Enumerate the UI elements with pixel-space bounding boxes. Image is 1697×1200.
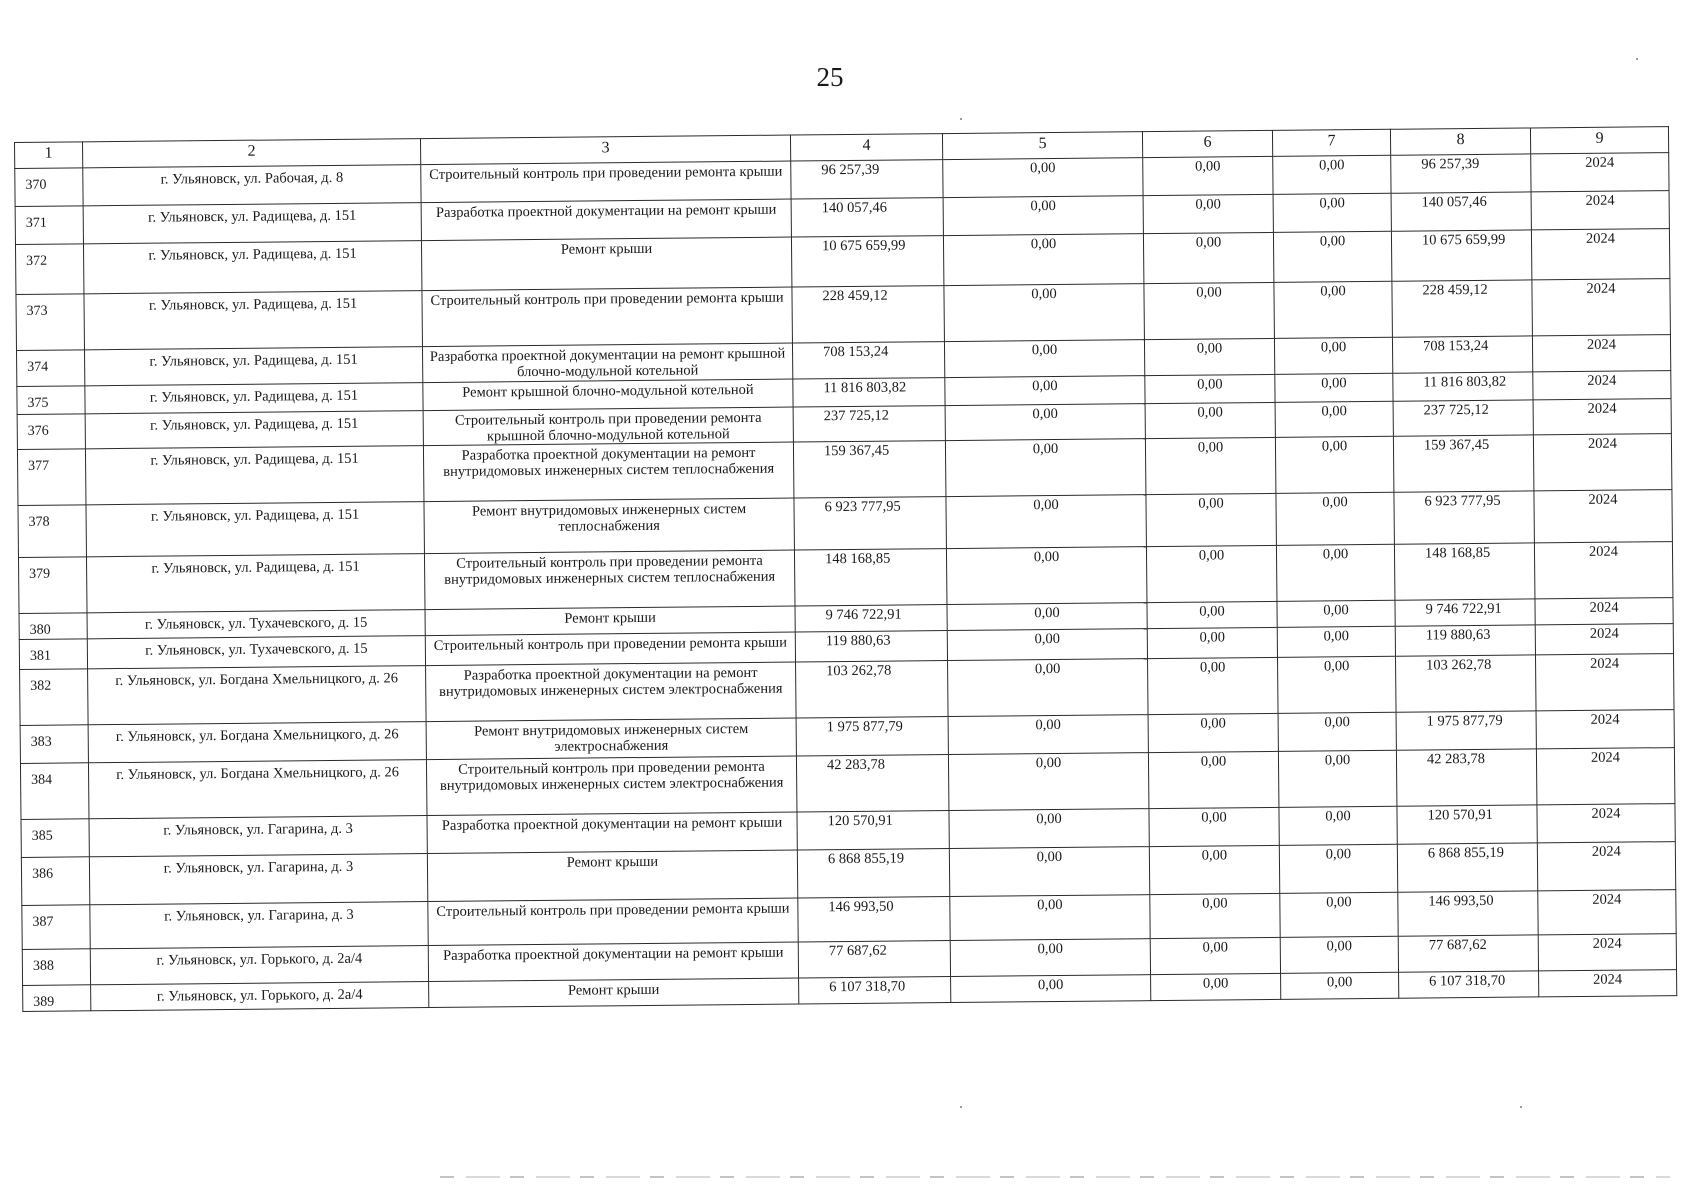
row-col5-value: 0,00	[947, 629, 1147, 661]
row-address: г. Ульяновск, ул. Богдана Хмельницкого, д. 26	[88, 760, 427, 819]
row-col5-value: 0,00	[944, 284, 1145, 342]
row-col7-value: 0,00	[1274, 337, 1392, 374]
row-year: 2024	[1537, 804, 1675, 843]
row-col8-value: 10 675 659,99	[1391, 230, 1531, 281]
row-col7-value: 0,00	[1281, 972, 1399, 999]
column-header: 6	[1142, 130, 1272, 157]
row-col8-value: 42 283,78	[1396, 749, 1537, 806]
row-work-type: Строительный контроль при проведении ремонта крыши	[425, 632, 795, 666]
row-total-cost: 119 880,63	[795, 631, 947, 662]
row-col5-value: 0,00	[949, 809, 1149, 849]
row-year: 2024	[1533, 434, 1672, 491]
row-col5-value: 0,00	[948, 715, 1148, 755]
row-col6-value: 0,00	[1144, 338, 1274, 375]
row-address: г. Ульяновск, ул. Горького, д. 2а/4	[90, 946, 428, 985]
row-work-type: Ремонт крыши	[421, 237, 791, 291]
row-total-cost: 103 262,78	[796, 661, 949, 718]
row-number: 381	[19, 639, 87, 670]
row-col5-value: 0,00	[947, 603, 1147, 631]
row-address: г. Ульяновск, ул. Радищева, д. 151	[84, 291, 423, 350]
row-year: 2024	[1538, 890, 1676, 935]
row-col7-value: 0,00	[1278, 712, 1396, 751]
row-col6-value: 0,00	[1149, 807, 1279, 846]
row-col5-value: 0,00	[950, 939, 1150, 977]
row-col5-value: 0,00	[948, 659, 1149, 717]
row-total-cost: 140 057,46	[791, 198, 943, 237]
row-col6-value: 0,00	[1147, 601, 1277, 628]
row-col7-value: 0,00	[1280, 936, 1398, 973]
row-number: 372	[15, 244, 83, 295]
row-col6-value: 0,00	[1150, 937, 1280, 974]
row-work-type: Строительный контроль при проведении ремонта крыши	[422, 287, 793, 347]
row-col8-value: 708 153,24	[1392, 336, 1532, 373]
row-year: 2024	[1534, 542, 1673, 599]
row-col7-value: 0,00	[1275, 436, 1394, 493]
row-col8-value: 9 746 722,91	[1395, 599, 1535, 626]
row-total-cost: 42 283,78	[796, 755, 949, 812]
row-number: 389	[23, 985, 91, 1012]
row-address: г. Ульяновск, ул. Гагарина, д. 3	[90, 902, 428, 949]
row-year: 2024	[1535, 598, 1673, 625]
row-address: г. Ульяновск, ул. Радищева, д. 151	[86, 502, 424, 557]
row-work-type: Строительный контроль при проведении ремонта внутридомовых инженерных систем теплоснабжения	[424, 550, 795, 610]
row-col5-value: 0,00	[950, 895, 1150, 941]
row-col6-value: 0,00	[1144, 282, 1275, 339]
row-address: г. Ульяновск, ул. Радищева, д. 151	[84, 347, 422, 386]
row-work-type: Ремонт крыши	[427, 850, 797, 902]
row-col6-value: 0,00	[1149, 845, 1279, 894]
row-total-cost: 6 868 855,19	[797, 849, 949, 898]
row-number: 387	[22, 905, 90, 950]
repair-works-table	[14, 126, 1677, 1012]
row-col5-value: 0,00	[944, 340, 1144, 378]
row-col6-value: 0,00	[1145, 374, 1275, 403]
row-work-type: Ремонт внутридомовых инженерных систем электроснабжения	[426, 718, 796, 760]
row-col8-value: 6 107 318,70	[1399, 971, 1539, 998]
row-col8-value: 6 868 855,19	[1397, 843, 1537, 892]
row-address: г. Ульяновск, ул. Горького, д. 2а/4	[91, 982, 429, 1011]
row-number: 377	[17, 449, 86, 506]
row-total-cost: 708 153,24	[792, 342, 944, 379]
row-address: г. Ульяновск, ул. Радищева, д. 151	[85, 411, 423, 449]
row-col7-value: 0,00	[1276, 544, 1395, 601]
row-year: 2024	[1537, 842, 1675, 891]
row-col7-value: 0,00	[1280, 892, 1398, 937]
row-col5-value: 0,00	[943, 196, 1143, 236]
row-col7-value: 0,00	[1273, 193, 1391, 232]
row-year: 2024	[1532, 279, 1671, 336]
table-container	[14, 126, 1676, 1012]
row-col7-value: 0,00	[1277, 600, 1395, 627]
scan-speck	[960, 1106, 962, 1108]
row-total-cost: 120 570,91	[797, 811, 949, 850]
row-number: 385	[21, 819, 89, 858]
row-number: 378	[18, 505, 86, 558]
row-col6-value: 0,00	[1145, 437, 1276, 494]
column-header: 7	[1272, 129, 1390, 156]
row-number: 371	[15, 206, 83, 245]
row-work-type: Строительный контроль при проведении ремонта внутридомовых инженерных систем электроснабжения	[426, 756, 797, 816]
row-address: г. Ульяновск, ул. Тухачевского, д. 15	[87, 636, 425, 669]
row-col7-value: 0,00	[1274, 281, 1393, 338]
row-col5-value: 0,00	[948, 753, 1149, 811]
row-work-type: Строительный контроль при проведении ремонта крышной блочно-модульной котельной	[423, 407, 793, 446]
scan-speck	[1636, 58, 1638, 60]
scan-speck	[960, 118, 962, 120]
row-year: 2024	[1538, 934, 1676, 971]
row-col8-value: 11 816 803,82	[1393, 372, 1533, 401]
row-work-type: Ремонт крыши	[429, 978, 799, 1008]
row-total-cost: 6 923 777,95	[794, 497, 946, 550]
row-total-cost: 237 725,12	[793, 406, 945, 442]
row-total-cost: 77 687,62	[798, 941, 950, 978]
row-total-cost: 1 975 877,79	[796, 717, 948, 756]
column-header: 5	[942, 132, 1142, 160]
column-header: 1	[15, 142, 83, 169]
row-year: 2024	[1531, 229, 1669, 280]
row-col6-value: 0,00	[1147, 627, 1277, 658]
row-col5-value: 0,00	[943, 234, 1143, 286]
row-work-type: Ремонт крышной блочно-модульной котельной	[423, 379, 793, 411]
row-work-type: Разработка проектной документации на ремонт крыши	[428, 942, 798, 982]
row-total-cost: 228 459,12	[792, 286, 945, 343]
row-address: г. Ульяновск, ул. Гагарина, д. 3	[89, 816, 427, 857]
row-number: 380	[19, 613, 87, 640]
row-col6-value: 0,00	[1143, 156, 1273, 195]
row-col5-value: 0,00	[945, 439, 1146, 497]
row-total-cost: 10 675 659,99	[791, 236, 943, 287]
row-col6-value: 0,00	[1146, 545, 1277, 602]
row-total-cost: 9 746 722,91	[795, 605, 947, 632]
row-col7-value: 0,00	[1279, 806, 1397, 845]
column-header: 8	[1390, 128, 1530, 155]
row-col7-value: 0,00	[1278, 656, 1397, 713]
row-work-type: Строительный контроль при проведении ремонта крыши	[421, 161, 791, 203]
row-work-type: Разработка проектной документации на ремонт крышной блочно-модульной котельной	[422, 343, 792, 383]
row-total-cost: 96 257,39	[791, 160, 943, 199]
row-work-type: Разработка проектной документации на ремонт крыши	[427, 812, 797, 854]
row-col7-value: 0,00	[1277, 626, 1395, 657]
row-year: 2024	[1536, 748, 1675, 805]
row-address: г. Ульяновск, ул. Тухачевского, д. 15	[87, 610, 425, 639]
row-col7-value: 0,00	[1278, 750, 1397, 807]
row-col5-value: 0,00	[946, 495, 1146, 549]
row-work-type: Разработка проектной документации на ремонт внутридомовых инженерных систем теплоснабжения	[423, 442, 794, 502]
row-col8-value: 120 570,91	[1397, 805, 1537, 844]
table-body	[15, 153, 1677, 1012]
column-header: 2	[83, 139, 421, 168]
row-address: г. Ульяновск, ул. Рабочая, д. 8	[83, 165, 421, 206]
row-col8-value: 159 367,45	[1393, 435, 1534, 492]
row-col8-value: 119 880,63	[1395, 625, 1535, 656]
row-number: 388	[22, 949, 90, 986]
row-col5-value: 0,00	[949, 847, 1149, 897]
row-address: г. Ульяновск, ул. Гагарина, д. 3	[89, 854, 427, 905]
scan-speck	[1520, 1106, 1522, 1108]
row-col5-value: 0,00	[943, 158, 1143, 198]
row-number: 386	[21, 857, 89, 906]
row-col7-value: 0,00	[1279, 844, 1397, 893]
row-col6-value: 0,00	[1146, 493, 1276, 546]
row-col8-value: 148 168,85	[1394, 543, 1535, 600]
row-col7-value: 0,00	[1273, 155, 1391, 194]
row-number: 370	[15, 168, 83, 207]
row-number: 382	[20, 669, 89, 726]
row-number: 384	[20, 763, 89, 820]
row-year: 2024	[1533, 371, 1671, 400]
scan-artifact	[440, 1176, 1670, 1178]
row-year: 2024	[1539, 970, 1677, 997]
row-col7-value: 0,00	[1273, 231, 1391, 282]
row-col7-value: 0,00	[1275, 401, 1393, 437]
row-year: 2024	[1533, 399, 1671, 435]
row-col6-value: 0,00	[1148, 713, 1278, 752]
row-year: 2024	[1535, 654, 1674, 711]
row-year: 2024	[1532, 335, 1670, 372]
row-address: г. Ульяновск, ул. Радищева, д. 151	[85, 446, 424, 505]
row-col6-value: 0,00	[1145, 402, 1275, 438]
row-total-cost: 148 168,85	[794, 549, 947, 606]
row-year: 2024	[1536, 710, 1674, 749]
row-col6-value: 0,00	[1148, 751, 1279, 808]
row-work-type: Ремонт крыши	[425, 606, 795, 636]
row-col8-value: 237 725,12	[1393, 400, 1533, 436]
row-col8-value: 140 057,46	[1391, 192, 1531, 231]
row-col6-value: 0,00	[1148, 657, 1279, 714]
row-col8-value: 103 262,78	[1396, 655, 1537, 712]
row-work-type: Ремонт внутридомовых инженерных систем теплоснабжения	[424, 498, 794, 554]
row-address: г. Ульяновск, ул. Радищева, д. 151	[83, 241, 421, 294]
row-address: г. Ульяновск, ул. Радищева, д. 151	[86, 554, 425, 613]
row-col5-value: 0,00	[945, 404, 1145, 441]
column-header: 3	[420, 135, 790, 165]
row-col5-value: 0,00	[946, 547, 1147, 605]
row-work-type: Разработка проектной документации на ремонт крыши	[421, 199, 791, 241]
row-col6-value: 0,00	[1143, 194, 1273, 233]
row-col8-value: 146 993,50	[1398, 891, 1538, 936]
column-header: 4	[790, 134, 942, 161]
row-work-type: Разработка проектной документации на ремонт внутридомовых инженерных систем электроснабжения	[426, 662, 797, 722]
row-total-cost: 159 367,45	[793, 441, 946, 498]
row-number: 376	[17, 414, 85, 450]
row-year: 2024	[1531, 191, 1669, 230]
row-col7-value: 0,00	[1275, 373, 1393, 402]
column-header: 9	[1530, 127, 1668, 154]
row-col8-value: 96 257,39	[1391, 154, 1531, 193]
row-address: г. Ульяновск, ул. Радищева, д. 151	[85, 383, 423, 414]
row-col5-value: 0,00	[951, 975, 1151, 1003]
row-address: г. Ульяновск, ул. Радищева, д. 151	[83, 203, 421, 244]
row-col8-value: 6 923 777,95	[1394, 491, 1534, 544]
row-address: г. Ульяновск, ул. Богдана Хмельницкого, д. 26	[88, 666, 427, 725]
row-year: 2024	[1531, 153, 1669, 192]
row-number: 373	[16, 294, 85, 351]
row-col8-value: 1 975 877,79	[1396, 711, 1536, 750]
row-col5-value: 0,00	[945, 376, 1145, 406]
row-year: 2024	[1535, 624, 1673, 655]
row-number: 374	[17, 350, 85, 387]
row-total-cost: 146 993,50	[798, 897, 950, 942]
row-col8-value: 228 459,12	[1392, 280, 1533, 337]
row-address: г. Ульяновск, ул. Богдана Хмельницкого, д. 26	[88, 722, 426, 763]
row-col7-value: 0,00	[1276, 492, 1394, 545]
row-number: 379	[18, 557, 87, 614]
row-work-type: Строительный контроль при проведении ремонта крыши	[428, 898, 798, 946]
row-number: 375	[17, 386, 85, 415]
row-col6-value: 0,00	[1150, 893, 1280, 938]
page-number: 25	[816, 62, 844, 92]
row-total-cost: 11 816 803,82	[793, 378, 945, 407]
row-total-cost: 6 107 318,70	[799, 977, 951, 1004]
row-col8-value: 77 687,62	[1398, 935, 1538, 972]
row-year: 2024	[1534, 490, 1672, 543]
row-col6-value: 0,00	[1143, 232, 1273, 283]
row-col6-value: 0,00	[1151, 973, 1281, 1000]
row-number: 383	[20, 725, 88, 764]
